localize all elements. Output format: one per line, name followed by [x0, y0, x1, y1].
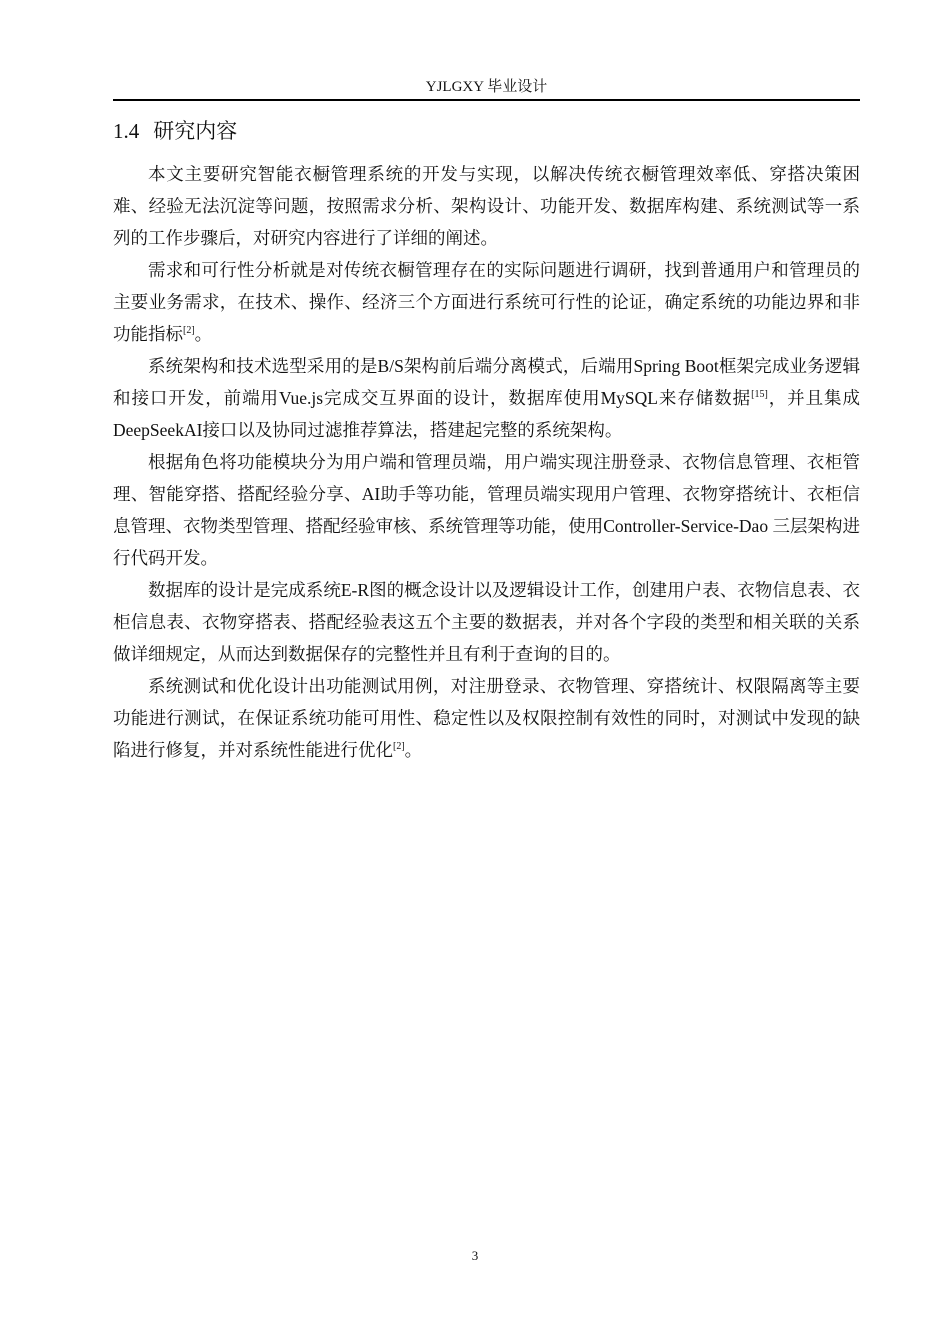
paragraph-5 — [113, 574, 860, 670]
paragraph-1 — [113, 158, 860, 254]
header-rule — [113, 99, 860, 101]
paragraph-tail: ，并且集成DeepSeekAI接口以及协同过滤推荐算法，搭建起完整的系统架构。 — [113, 388, 860, 440]
paragraph-text: 根据角色将功能模块分为用户端和管理员端，用户端实现注册登录、衣物信息管理、衣柜管理、智能穿搭、搭配经验分享、AI助手等功能，管理员端实现用户管理、衣物穿搭统计、衣柜信息管理、衣物类型管理、搭配经验审核、系统管理等功能，使用Controller-Service-Dao 三层架构进行代码开发。 — [113, 452, 860, 568]
paragraph-3 — [113, 350, 860, 446]
section-title: 研究内容 — [153, 119, 238, 143]
body-text — [113, 158, 860, 766]
page-number: 3 — [471, 1248, 479, 1263]
paragraph-text: 数据库的设计是完成系统E-R图的概念设计以及逻辑设计工作，创建用户表、衣物信息表、衣柜信息表、衣物穿搭表、搭配经验表这五个主要的数据表，并对各个字段的类型和相关联的关系做详细规定，从而达到数据保存的完整性并且有利于查询的目的。 — [113, 580, 860, 664]
paragraph-6 — [113, 670, 860, 766]
paragraph-tail: 。 — [194, 324, 213, 344]
running-header: YJLGXY 毕业设计 — [425, 79, 548, 95]
paragraph-text: 系统架构和技术选型采用的是B/S架构前后端分离模式，后端用Spring Boot框架完成业务逻辑和接口开发，前端用Vue.js完成交互界面的设计，数据库使用MySQL来存储数据 — [113, 356, 860, 408]
paragraph-text: 本文主要研究智能衣橱管理系统的开发与实现，以解决传统衣橱管理效率低、穿搭决策困难、经验无法沉淀等问题，按照需求分析、架构设计、功能开发、数据库构建、系统测试等一系列的工作步骤后，对研究内容进行了详细的阐述。 — [113, 164, 860, 248]
paragraph-text: 需求和可行性分析就是对传统衣橱管理存在的实际问题进行调研，找到普通用户和管理员的主要业务需求，在技术、操作、经济三个方面进行系统可行性的论证，确定系统的功能边界和非功能指标 — [113, 260, 860, 344]
citation-ref: [2] — [393, 741, 405, 753]
section-number: 1.4 — [113, 119, 140, 143]
section-heading — [113, 116, 237, 146]
paragraph-2 — [113, 254, 860, 350]
citation-ref: [2] — [183, 325, 195, 337]
paragraph-text: 系统测试和优化设计出功能测试用例，对注册登录、衣物管理、穿搭统计、权限隔离等主要功能进行测试，在保证系统功能可用性、稳定性以及权限控制有效性的同时，对测试中发现的缺陷进行修复，并对系统性能进行优化 — [113, 676, 860, 760]
citation-ref: [15] — [751, 389, 768, 401]
paragraph-tail: 。 — [404, 740, 423, 760]
paragraph-4 — [113, 446, 860, 574]
